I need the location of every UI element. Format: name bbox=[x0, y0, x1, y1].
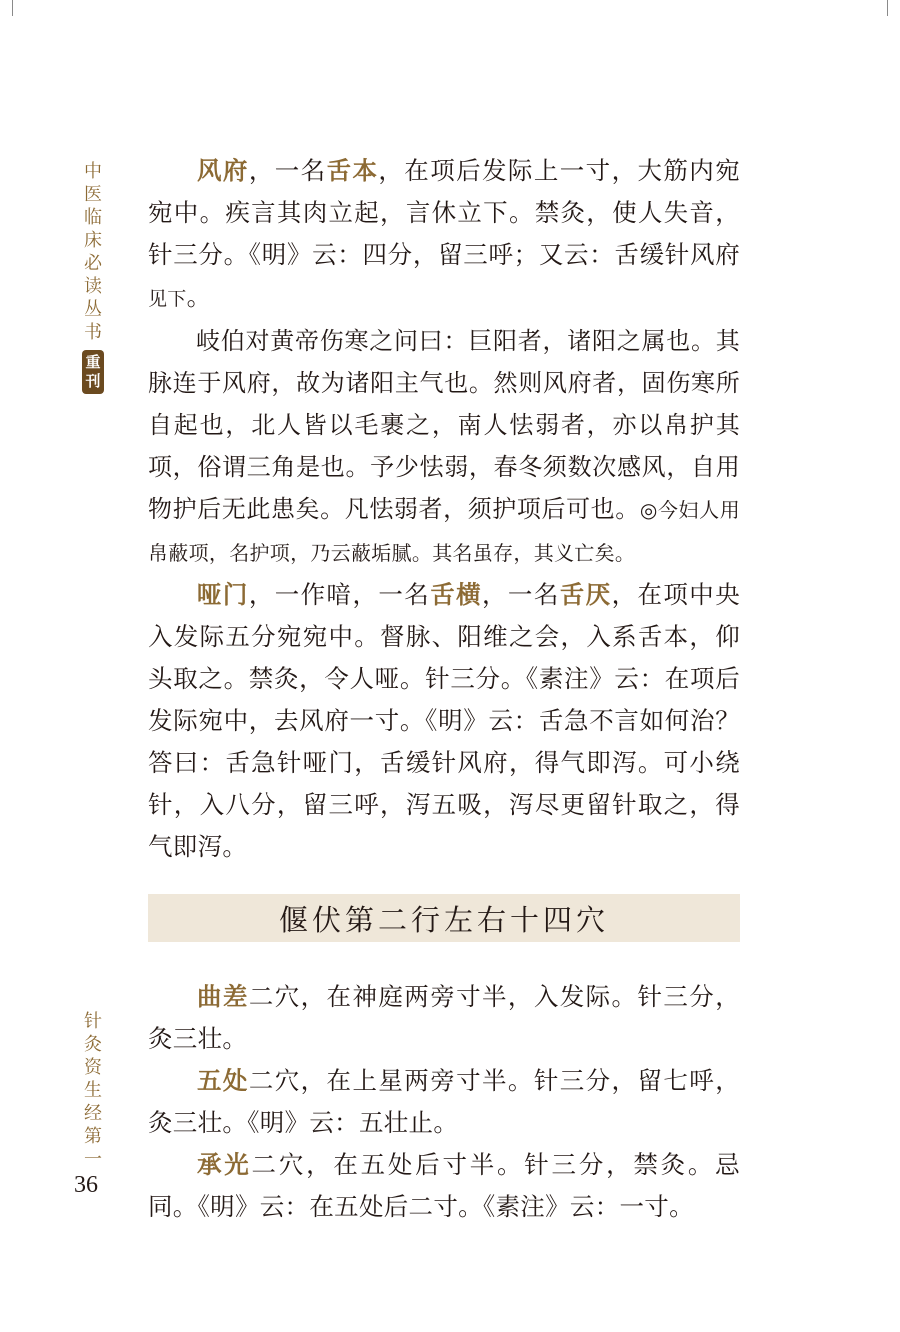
page-number: 36 bbox=[74, 1172, 98, 1198]
alias-term: 舌本 bbox=[326, 156, 379, 185]
chapter-char: 第 bbox=[84, 1126, 102, 1147]
text-run: 二穴，在五处后寸半。针三分，禁灸。忌同。《明》云：在五处后二寸。《素注》云：一寸。 bbox=[148, 1150, 740, 1221]
acupoint-term: 风府 bbox=[197, 156, 249, 185]
text-run: ，一作喑，一名 bbox=[248, 580, 431, 609]
spacer bbox=[148, 942, 740, 976]
paragraph-fengfu bbox=[148, 150, 740, 320]
crop-mark-left bbox=[12, 0, 13, 16]
text-run: ，在项后发际上一寸，大筋内宛宛中。疾言其肉立起，言休立下。禁灸，使人失音，针三分。《明》云：四分，留三呼；又云：舌缓针风府 bbox=[148, 156, 741, 269]
series-char: 必 bbox=[84, 253, 102, 274]
text-run: 。 bbox=[186, 282, 212, 311]
text-run: 岐伯对黄帝伤寒之问曰：巨阳者，诸阳之属也。其脉连于风府，故为诸阳主气也。然则风府者，固伤寒所自起也，北人皆以毛裹之，南人怯弱者，亦以帛护其项，俗谓三角是也。予少怯弱，春冬须数次感风，自用物护后无此患矣。凡怯弱者，须护项后可也。 bbox=[148, 327, 740, 523]
seal-char: 重 bbox=[85, 353, 101, 371]
series-char: 床 bbox=[84, 230, 102, 251]
acupoint-term: 哑门 bbox=[197, 580, 249, 609]
paragraph-qucha bbox=[148, 976, 740, 1060]
text-run: ，在项中央入发际五分宛宛中。督脉、阳维之会，入系舌本，仰头取之。禁灸，令人哑。针三分。《素注》云：在项后发际宛中，去风府一寸。《明》云：舌急不言如何治？答曰：舌急针哑门，舌缓针风府，得气即泻。可小绕针，入八分，留三呼，泻五吸，泻尽更留针取之，得气即泻。 bbox=[148, 580, 741, 861]
text-run: ，一名 bbox=[482, 580, 560, 609]
alias-term: 舌厌 bbox=[559, 580, 612, 609]
chapter-char: 生 bbox=[84, 1080, 102, 1101]
series-title-vertical bbox=[81, 160, 105, 394]
paragraph-yamen bbox=[148, 574, 740, 868]
acupoint-term: 五处 bbox=[197, 1066, 249, 1095]
chapter-char: 针 bbox=[84, 1011, 102, 1032]
crop-mark-right bbox=[887, 0, 888, 16]
section-heading-banner: 偃伏第二行左右十四穴 bbox=[148, 894, 740, 942]
series-char: 丛 bbox=[84, 299, 102, 320]
small-note: 见下 bbox=[148, 288, 187, 310]
annotation-note: ◎今妇人用帛蔽项，名护项，乃云蔽垢腻。其名虽存，其义亡矣。 bbox=[148, 498, 741, 565]
series-char: 中 bbox=[84, 161, 102, 182]
chapter-title-vertical bbox=[81, 1010, 105, 1171]
series-char: 医 bbox=[84, 184, 102, 205]
chapter-char: 一 bbox=[84, 1149, 102, 1170]
reprint-seal bbox=[82, 350, 104, 394]
series-char: 书 bbox=[84, 322, 102, 343]
main-text bbox=[148, 150, 740, 1228]
acupoint-term: 曲差 bbox=[197, 982, 249, 1011]
text-run: 二穴，在上星两旁寸半。针三分，留七呼，灸三壮。《明》云：五壮止。 bbox=[148, 1066, 740, 1137]
paragraph-wuchu bbox=[148, 1060, 740, 1144]
series-char: 读 bbox=[84, 276, 102, 297]
acupoint-term: 承光 bbox=[197, 1150, 252, 1179]
text-run: ，一名 bbox=[248, 156, 327, 185]
alias-term: 舌横 bbox=[430, 580, 483, 609]
paragraph-chengguang bbox=[148, 1144, 740, 1228]
chapter-char: 经 bbox=[84, 1103, 102, 1124]
paragraph-commentary bbox=[148, 320, 740, 574]
series-char: 临 bbox=[84, 207, 102, 228]
chapter-char: 灸 bbox=[84, 1034, 102, 1055]
text-run: 二穴，在神庭两旁寸半，入发际。针三分，灸三壮。 bbox=[148, 982, 740, 1053]
chapter-char: 资 bbox=[84, 1057, 102, 1078]
seal-char: 刊 bbox=[85, 372, 101, 390]
